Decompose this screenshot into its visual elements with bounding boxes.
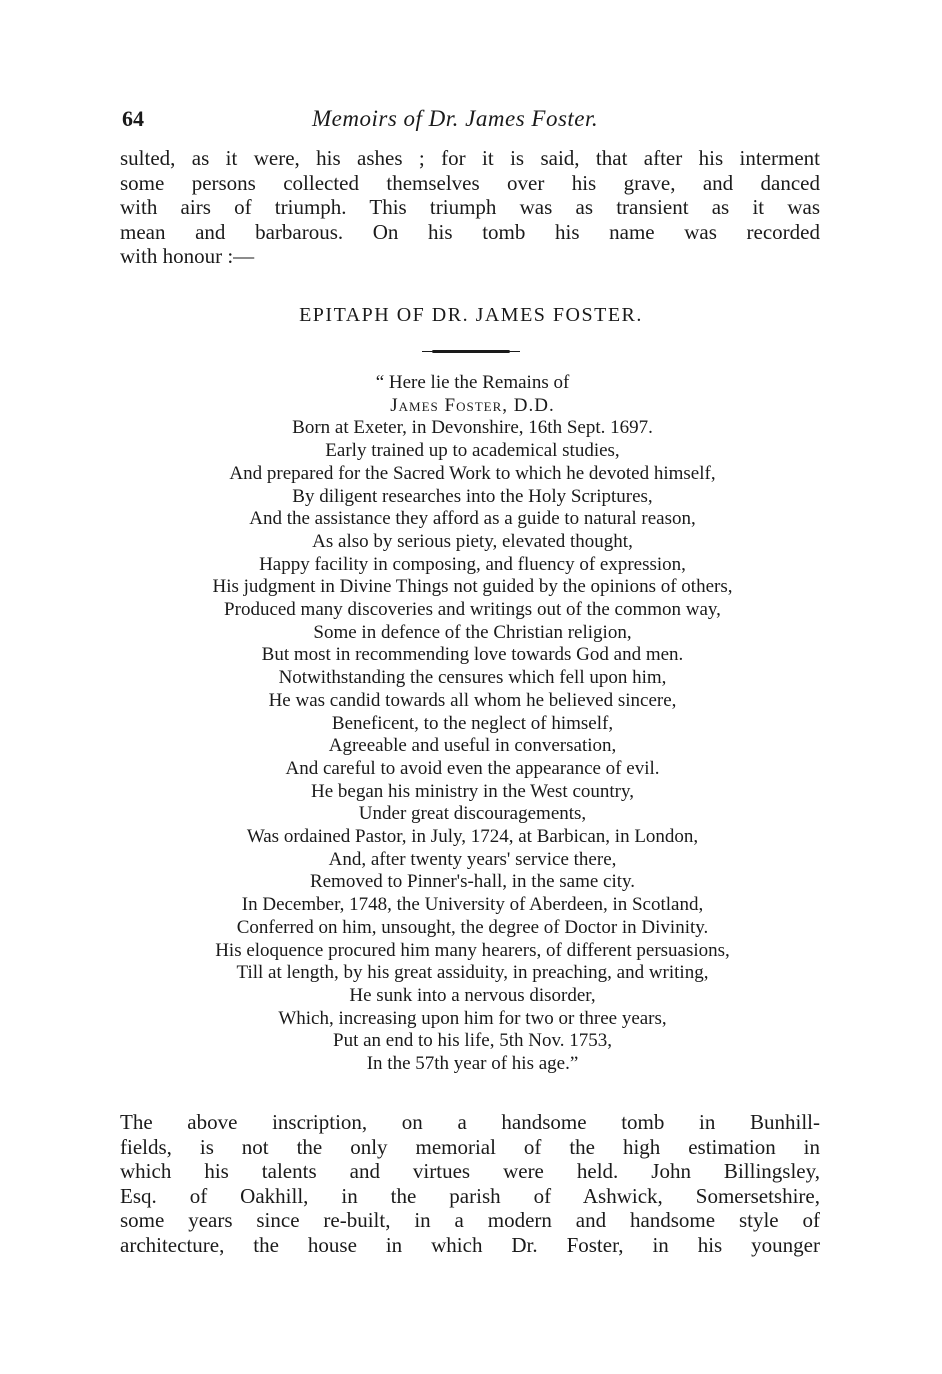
epitaph-line: Removed to Pinner's-hall, in the same city. [309, 871, 636, 893]
epitaph-line: Put an end to his life, 5th Nov. 1753, [333, 1030, 612, 1052]
epitaph-line: Under great discouragements, [358, 803, 587, 825]
epitaph-line: As also by serious piety, elevated thought, [312, 530, 633, 552]
epitaph-line: Born at Exeter, in Devonshire, 16th Sept. 1697. [292, 417, 653, 439]
body-paragraph [120, 1110, 820, 1257]
text-line: Esq. of Oakhill, in the parish of Ashwick, Somersetshire, [120, 1183, 820, 1208]
epitaph-line: By diligent researches into the Holy Scriptures, [292, 485, 653, 507]
epitaph-line: In December, 1748, the University of Aberdeen, in Scotland, [241, 894, 704, 916]
text-line: fields, is not the only memorial of the high estimation in [120, 1134, 820, 1159]
epitaph-line: His judgment in Divine Things not guided by the opinions of others, [212, 576, 733, 598]
text-line: The above inscription, on a handsome tomb in Bunhill- [120, 1110, 820, 1134]
epitaph-line: Beneficent, to the neglect of himself, [331, 712, 614, 734]
text-line: with airs of triumph. This triumph was as transient as it was [120, 195, 820, 219]
text-line: architecture, the house in which Dr. Foster, in his younger [120, 1232, 820, 1257]
text-line: which his talents and virtues were held. John Billingsley, [120, 1159, 820, 1183]
epitaph-line: Agreeable and useful in conversation, [328, 735, 617, 757]
epitaph-title: EPITAPH OF DR. JAMES FOSTER. [299, 304, 643, 326]
decorative-rule [432, 350, 510, 353]
epitaph-line: And, after twenty years' service there, [328, 848, 617, 870]
page-header [122, 106, 822, 140]
epitaph-line: Happy facility in composing, and fluency of expression, [259, 553, 686, 575]
epitaph-line: Produced many discoveries and writings out of the common way, [224, 599, 721, 621]
running-title: Memoirs of Dr. James Foster. [312, 106, 599, 131]
text-line: with honour :— [120, 244, 255, 268]
epitaph-line: Some in defence of the Christian religion, [313, 621, 632, 643]
epitaph-line: In the 57th year of his age.” [366, 1053, 579, 1075]
epitaph-line: His eloquence procured him many hearers, of different persuasions, [215, 939, 730, 961]
epitaph-line: Early trained up to academical studies, [325, 440, 620, 462]
epitaph-line: Was ordained Pastor, in July, 1724, at Barbican, in London, [246, 826, 699, 848]
epitaph-line: “ Here lie the Remains of [375, 372, 570, 393]
text-line: some persons collected themselves over his grave, and danced [120, 170, 820, 195]
epitaph-line: And prepared for the Sacred Work to which he devoted himself, [229, 462, 716, 484]
epitaph-line: But most in recommending love towards God and men. [261, 644, 684, 666]
epitaph-line: James Foster, D.D. [390, 394, 555, 416]
epitaph-line: He began his ministry in the West country, [311, 780, 634, 802]
page-number: 64 [122, 106, 144, 131]
text-line: mean and barbarous. On his tomb his name was recorded [120, 219, 820, 244]
epitaph-line: And careful to avoid even the appearance of evil. [285, 757, 660, 779]
epitaph-line: Notwithstanding the censures which fell upon him, [278, 667, 667, 689]
epitaph-line: And the assistance they afford as a guide to natural reason, [249, 508, 696, 530]
epitaph-line: Conferred on him, unsought, the degree of Doctor in Divinity. [236, 916, 709, 938]
text-line: some years since re-built, in a modern and handsome style of [120, 1208, 820, 1232]
epitaph-line: He sunk into a nervous disorder, [349, 984, 596, 1006]
epitaph-line: Which, increasing upon him for two or three years, [278, 1007, 667, 1029]
text-line: sulted, as it were, his ashes ; for it is said, that after his interment [120, 146, 820, 170]
epitaph-line: He was candid towards all whom he believed sincere, [268, 689, 677, 711]
intro-paragraph [120, 146, 820, 269]
epitaph-line: Till at length, by his great assiduity, in preaching, and writing, [236, 962, 709, 984]
epitaph-inscription [120, 372, 825, 1076]
